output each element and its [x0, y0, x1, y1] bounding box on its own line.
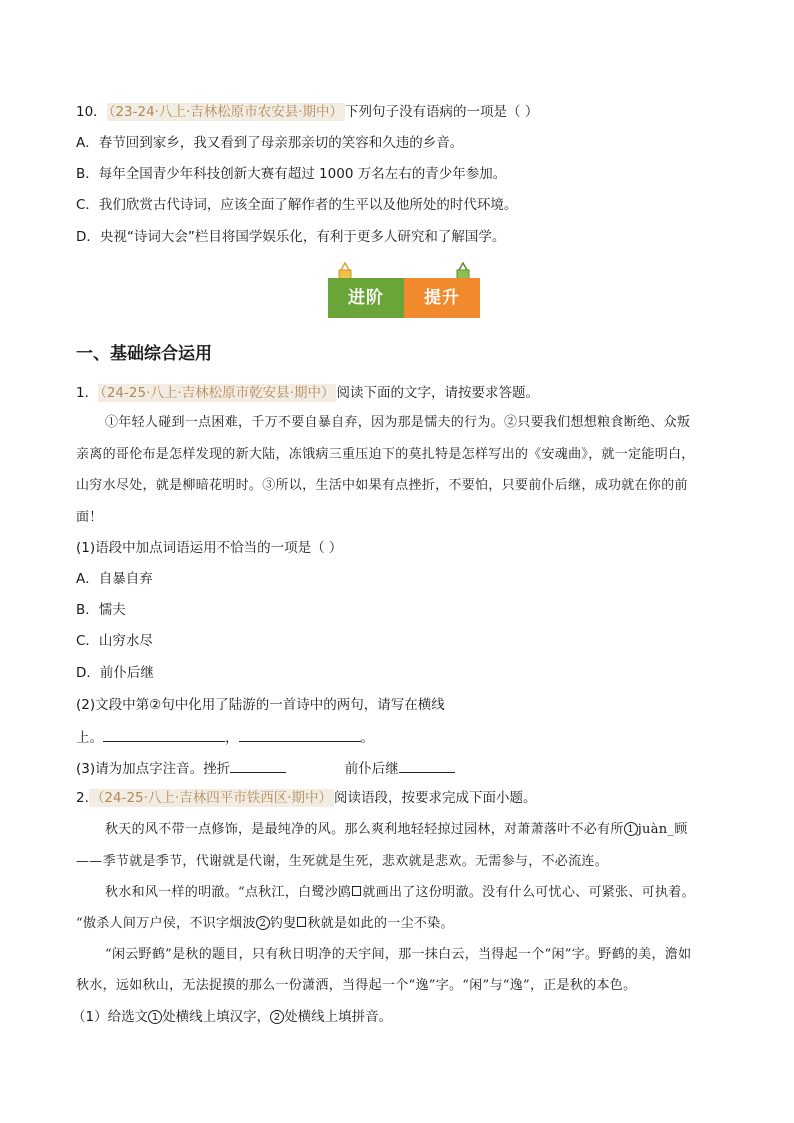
q2-source: （24-25·八上·吉林四平市铁西区·期中）: [90, 790, 332, 806]
q2-passage-line: [105, 821, 688, 839]
q1-number: 1．: [76, 385, 99, 401]
q2-passage-line: 秋水，远如秋山，无法捉摸的那么一份潇洒，当得起一个“逸”字。“闲”与“逸”，正是秋的本色。: [76, 978, 637, 993]
banner-left-label: 进阶: [328, 278, 404, 318]
q10-option-a: A．春节回到家乡，我又看到了母亲那亲切的笑容和久违的乡音。: [76, 135, 464, 151]
q1-sub2-separator: ，: [225, 730, 239, 746]
q2-passage-line: ——季节就是季节，代谢就是代谢，生死就是生死，悲欢就是悲欢。无需参与，不必流连。: [76, 854, 609, 869]
q10-stem: 下列句子没有语病的一项是（ ）: [345, 104, 539, 120]
q1-stem: 阅读下面的文字，请按要求答题。: [336, 385, 539, 401]
q1-passage-line: 亲离的哥伦布是怎样发现的新大陆，冻饿病三重压迫下的莫扎特是怎样写出的《安魂曲》，就一定能明白，: [76, 447, 695, 462]
q2-sub1: [72, 1008, 392, 1026]
q2-stem-line: [76, 789, 537, 807]
answer-blank[interactable]: [239, 727, 361, 742]
q1-sub1: (1)语段中加点词语运用不恰当的一项是（ ）: [76, 540, 343, 556]
circled-number-icon: 1: [148, 1010, 162, 1024]
q1-sub1-option-c: C．山穷水尽: [76, 633, 153, 649]
q1-sub3-label-b: 前仆后继: [344, 761, 399, 777]
q10-number: 10．: [76, 104, 107, 120]
q2-passage-line: [105, 884, 695, 902]
circled-number-icon: 2: [256, 916, 270, 930]
box-mark-icon: [352, 886, 361, 896]
q10-source: （23-24·八上·吉林松原市农安县·期中）: [108, 104, 344, 120]
q10-option-d: D．央视“诗词大会”栏目将国学娱乐化，有利于更多人研究和了解国学。: [76, 229, 506, 245]
pinyin-blank[interactable]: [399, 758, 455, 773]
q10-stem-line: [76, 103, 538, 121]
q1-sub2-line1: (2)文段中第②句中化用了陆游的一首诗中的两句，请写在横线: [76, 697, 445, 713]
q2-sub1-text: （1）给选文: [72, 1009, 149, 1025]
q2-passage-text: 秋水和风一样的明澈。“点秋江，白鹭沙鸥: [105, 885, 352, 900]
q2-passage-line: [76, 915, 454, 933]
q1-passage-line: 山穷水尽处，就是柳暗花明时。③所以，生活中如果有点挫折，不要怕，只要前仆后继，成功就在你的前: [76, 478, 688, 493]
circled-number-icon: 1: [624, 822, 638, 836]
q2-sub1-text: 处横线上填汉字，: [162, 1009, 271, 1025]
q2-passage-line: “闲云野鹤”是秋的题目，只有秋日明净的天宇间，那一抹白云，当得起一个“闲”字。野鹤的美，澹如: [105, 947, 692, 962]
circled-number-icon: 2: [270, 1010, 284, 1024]
q1-sub2-line2: [76, 727, 374, 747]
banner-right-label: 提升: [404, 278, 480, 318]
pinyin-blank[interactable]: [230, 758, 286, 773]
q1-passage-line: ①年轻人碰到一点困难，千万不要自暴自弃，因为那是懦夫的行为。②只要我们想想粮食断绝、众叛: [105, 415, 691, 430]
q1-sub1-option-b: B．懦夫: [76, 602, 126, 618]
q10-option-c: C．我们欣赏古代诗词，应该全面了解作者的生平以及他所处的时代环境。: [76, 197, 518, 213]
section-title: 一、基础综合运用: [76, 344, 212, 364]
q2-passage-text: “傲杀人间万户侯，不识字烟波: [76, 916, 256, 931]
q1-sub1-option-a: A．自暴自弃: [76, 571, 153, 587]
box-mark-icon: [297, 917, 306, 927]
q2-passage-text: 秋天的风不带一点修饰，是最纯净的风。那么爽利地轻轻掠过园林，对萧萧落叶不必有所: [105, 822, 624, 837]
q2-passage-text: 就画出了这份明澈。没有什么可忧心、可紧张、可执着。: [362, 885, 695, 900]
progress-banner: [328, 278, 480, 318]
q2-passage-text: 钓叟: [269, 916, 297, 931]
q2-stem: 阅读语段，按要求完成下面小题。: [334, 790, 537, 806]
q2-passage-text: juàn_顾: [637, 822, 688, 837]
q1-sub3-label: (3)请为加点字注音。挫折: [76, 761, 231, 777]
q1-sub3-line: [76, 758, 455, 778]
q1-stem-line: [76, 384, 539, 402]
q1-source: （24-25·八上·吉林松原市乾安县·期中）: [100, 385, 335, 401]
q1-sub2-end: 。: [360, 730, 374, 746]
q1-passage-line: 面！: [76, 510, 103, 525]
q10-option-b: B．每年全国青少年科技创新大赛有超过 1000 万名左右的青少年参加。: [76, 166, 507, 182]
answer-blank[interactable]: [103, 727, 225, 742]
q1-sub2-prefix: 上。: [76, 730, 103, 746]
q2-passage-text: 秋就是如此的一尘不染。: [307, 916, 454, 931]
q2-number: 2.: [76, 790, 89, 806]
q1-sub1-option-d: D．前仆后继: [76, 665, 154, 681]
q2-sub1-text: 处横线上填拼音。: [284, 1009, 393, 1025]
